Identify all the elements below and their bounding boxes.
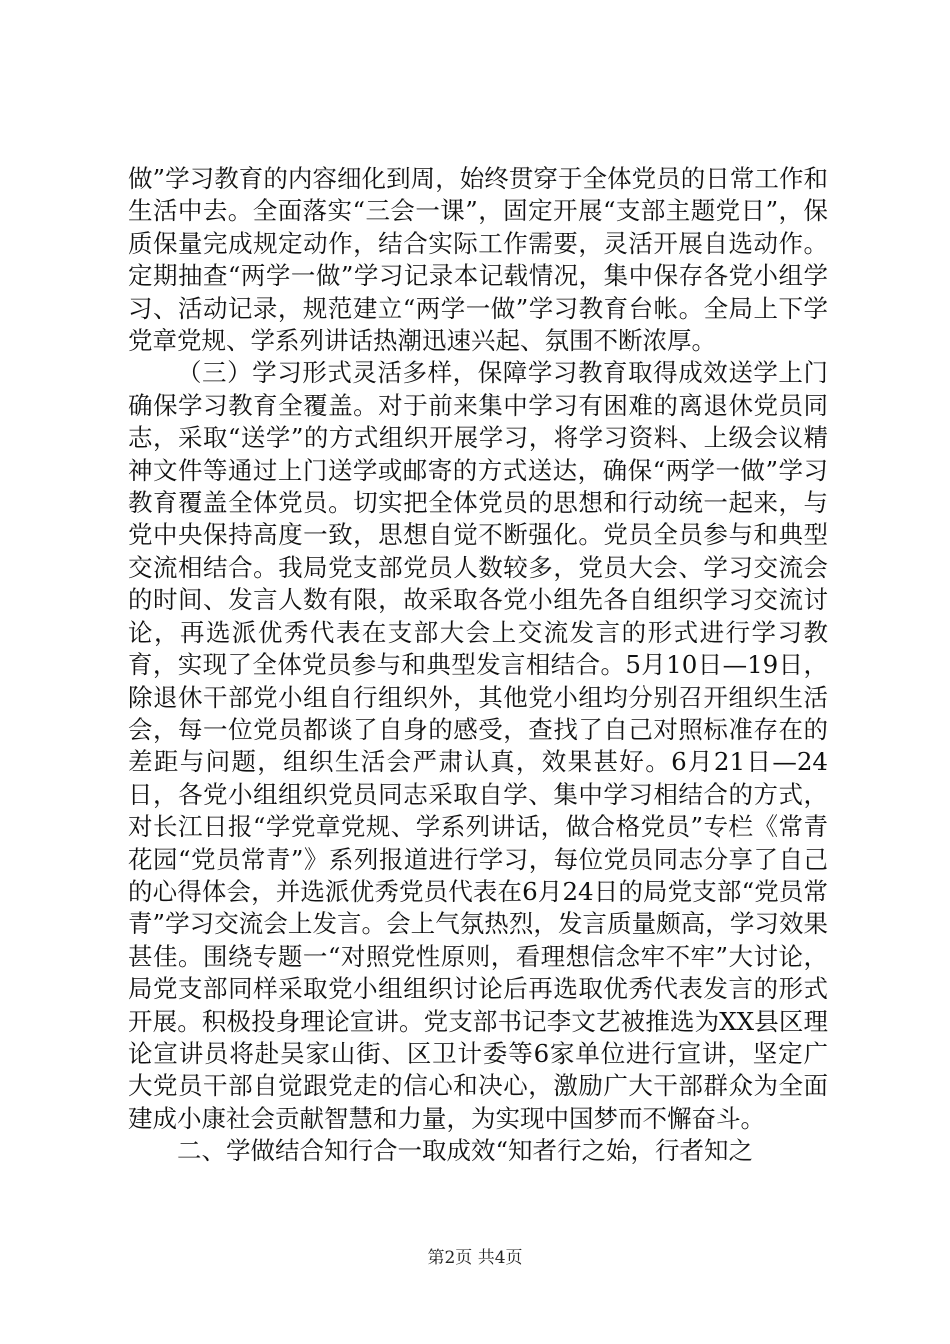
paragraph-section-three: （三）学习形式灵活多样，保障学习教育取得成效送学上门确保学习教育全覆盖。对于前来集中学习有困难的离退休党员同志，采取“送学”的方式组织开展学习，将学习资料、上级会议精神文件等通过上门送学或邮寄的方式送达，确保“两学一做”学习教育覆盖全体党员。切实把全体党员的思想和行动统一起来，与党中央保持高度一致，思想自觉不断强化。党员全员参与和典型交流相结合。我局党支部党员人数较多，党员大会、学习交流会的时间、发言人数有限，故采取各党小组先各自组织学习交流讨论，再选派优秀代表在支部大会上交流发言的形式进行学习教育，实现了全体党员参与和典型发言相结合。5月10日—19日，除退休干部党小组自行组织外，其他党小组均分别召开组织生活会，每一位党员都谈了自身的感受，查找了自己对照标准存在的差距与问题，组织生活会严肃认真，效果甚好。6月21日—24日，各党小组组织党员同志采取自学、集中学习相结合的方式，对长江日报“学党章党规、学系列讲话，做合格党员”专栏《常青花园“党员常青”》系列报道进行学习，每位党员同志分享了自己的心得体会，并选派优秀党员代表在6月24日的局党支部“党员常青”学习交流会上发言。会上气氛热烈，发言质量颇高，学习效果甚佳。围绕专题一“对照党性原则，看理想信念牢不牢”大讨论，局党支部同样采取党小组组织讨论后再选取优秀代表发言的形式开展。积极投身理论宣讲。党支部书记李文艺被推选为XX县区理论宣讲员将赴吴家山街、区卫计委等6家单位进行宣讲，坚定广大党员干部自觉跟党走的信心和决心，激励广大干部群众为全面建成小康社会贡献智慧和力量，为实现中国梦而不懈奋斗。 <box>128 358 828 1133</box>
page-number-footer: 第2页 共4页 <box>427 1248 523 1268</box>
document-body <box>128 163 828 1168</box>
paragraph-continuation: 做”学习教育的内容细化到周，始终贯穿于全体党员的日常工作和生活中去。全面落实“三会一课”，固定开展“支部主题党日”，保质保量完成规定动作，结合实际工作需要，灵活开展自选动作。定期抽查“两学一做”学习记录本记载情况，集中保存各党小组学习、活动记录，规范建立“两学一做”学习教育台帐。全局上下学党章党规、学系列讲话热潮迅速兴起、氛围不断浓厚。 <box>128 164 828 356</box>
paragraph-section-two-heading: 二、学做结合知行合一取成效“知者行之始，行者知之 <box>177 1136 754 1166</box>
